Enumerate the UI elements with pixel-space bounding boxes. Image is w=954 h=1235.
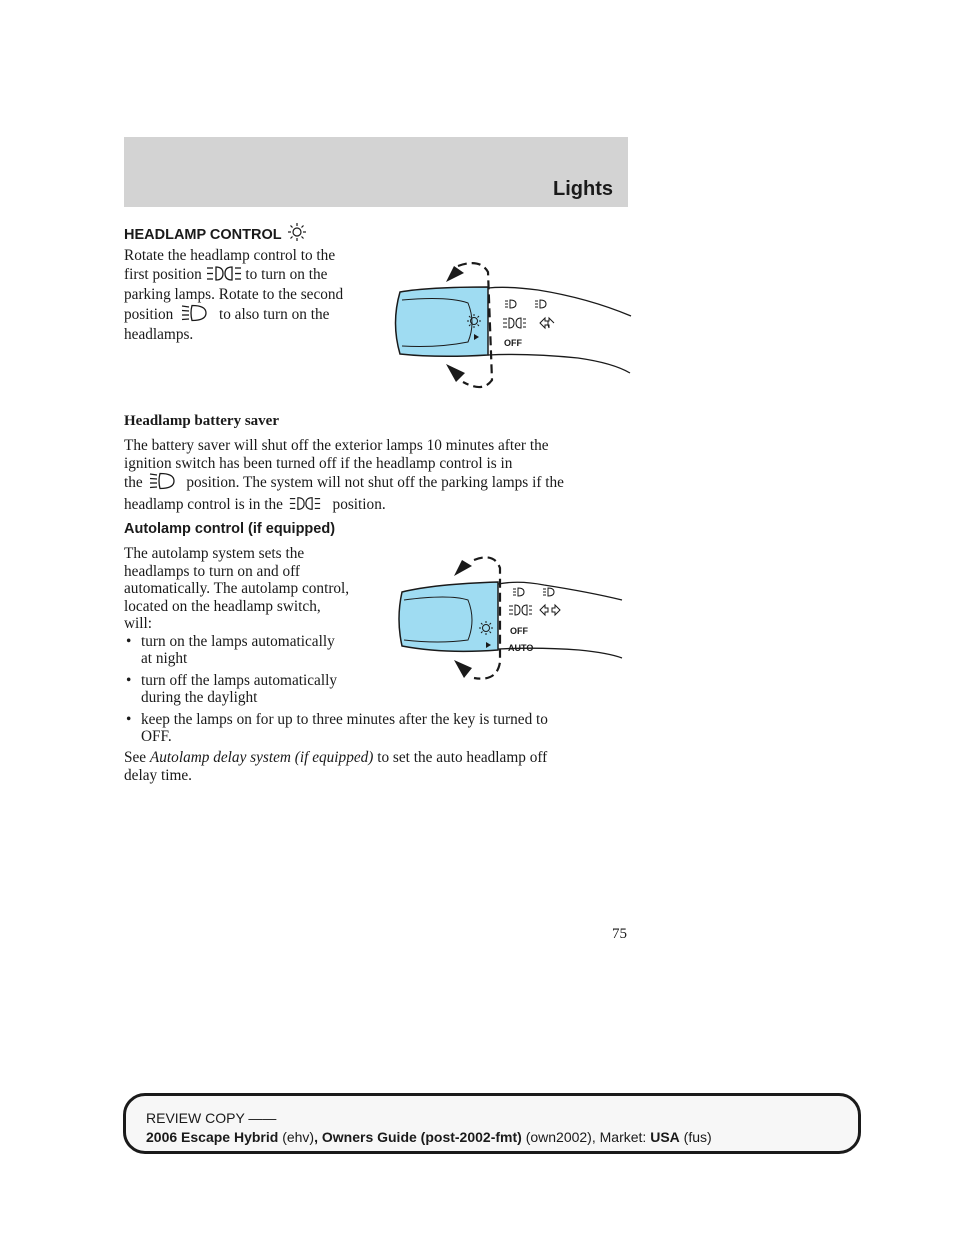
- headlamp-control-sun-icon: [285, 222, 309, 246]
- text-line: delay time.: [124, 766, 192, 784]
- battery-saver-text: [124, 437, 624, 516]
- model-name: 2006 Escape Hybrid: [146, 1129, 279, 1145]
- off-label: OFF: [510, 626, 528, 636]
- text-fragment: See: [124, 749, 147, 766]
- text-line: automatically. The autolamp control,: [124, 580, 350, 597]
- headlamp-icon: [181, 304, 207, 327]
- auto-label: AUTO: [508, 643, 534, 653]
- text-fragment: position. The system will not shut off the parking lamps if the: [186, 474, 564, 491]
- off-label: OFF: [504, 338, 522, 348]
- text-line: headlamps.: [124, 326, 194, 343]
- headlamp-control-heading-text: HEADLAMP CONTROL: [124, 227, 282, 243]
- text-line: will:: [124, 615, 153, 632]
- text-fragment: headlamp control is in the: [124, 495, 283, 513]
- autolamp-see-also: [124, 749, 629, 784]
- text-line: headlamps to turn on and off: [124, 562, 301, 580]
- parking-lamp-icon: [206, 265, 242, 287]
- text-line: [124, 749, 629, 767]
- text-fragment: to turn on the: [245, 265, 328, 283]
- autolamp-intro: [124, 545, 384, 633]
- text-fragment: first position: [124, 265, 202, 283]
- list-item-line: • turn off the lamps automatically: [141, 672, 337, 689]
- text-fragment: to set the auto headlamp off: [377, 749, 548, 766]
- parking-lamp-icon: [289, 495, 321, 517]
- review-copy-label: REVIEW COPY ——: [146, 1110, 277, 1126]
- headlamp-icon: [149, 472, 175, 495]
- text-fragment: position: [124, 305, 174, 323]
- text-line: located on the headlamp switch,: [124, 597, 321, 615]
- cross-reference-link: Autolamp delay system (if equipped): [149, 749, 374, 766]
- headlamp-control-heading: [124, 222, 309, 246]
- text-fragment: the: [124, 474, 143, 491]
- headlamp-control-text: [124, 247, 384, 344]
- autolamp-heading: Autolamp control (if equipped): [124, 521, 336, 537]
- text-line: Rotate the headlamp control to the: [124, 247, 336, 264]
- guide-name: Owners Guide (post-2002-fmt): [321, 1129, 522, 1145]
- market-label: , Market:: [591, 1129, 647, 1145]
- text-line: parking lamps. Rotate to the second: [124, 286, 344, 303]
- autolamp-switch-diagram: [394, 552, 626, 692]
- battery-saver-heading: Headlamp battery saver: [124, 413, 279, 429]
- headlamp-switch-diagram: [388, 258, 633, 398]
- section-header-bar: [124, 137, 628, 207]
- text-line: The battery saver will shut off the exterior lamps 10 minutes after the: [124, 437, 549, 454]
- list-item-line: • turn on the lamps automatically: [141, 633, 335, 650]
- model-code: (ehv): [282, 1129, 315, 1145]
- list-item-line: during the daylight: [141, 689, 258, 706]
- page-number: 75: [612, 926, 627, 942]
- separator: ,: [314, 1129, 318, 1145]
- list-item-line: at night: [141, 650, 188, 667]
- text-fragment: to also turn on the: [218, 305, 330, 323]
- list-item-line: • keep the lamps on for up to three minutes after the key is turned to: [141, 711, 548, 728]
- list-item-line: OFF.: [141, 728, 172, 745]
- text-fragment: position.: [332, 495, 386, 513]
- market-name: USA: [650, 1129, 680, 1145]
- list-item: [124, 711, 624, 745]
- text-line: [124, 304, 384, 327]
- document-identification: [146, 1129, 712, 1145]
- guide-code: (own2002): [525, 1129, 592, 1145]
- text-line: ignition switch has been turned off if the headlamp control is in: [124, 454, 513, 472]
- text-line: [124, 495, 624, 517]
- market-code: (fus): [683, 1129, 712, 1145]
- text-line: [124, 265, 384, 287]
- text-line: The autolamp system sets the: [124, 545, 305, 562]
- text-line: [124, 472, 624, 495]
- section-title: Lights: [553, 178, 613, 200]
- review-copy-footer: [123, 1093, 861, 1154]
